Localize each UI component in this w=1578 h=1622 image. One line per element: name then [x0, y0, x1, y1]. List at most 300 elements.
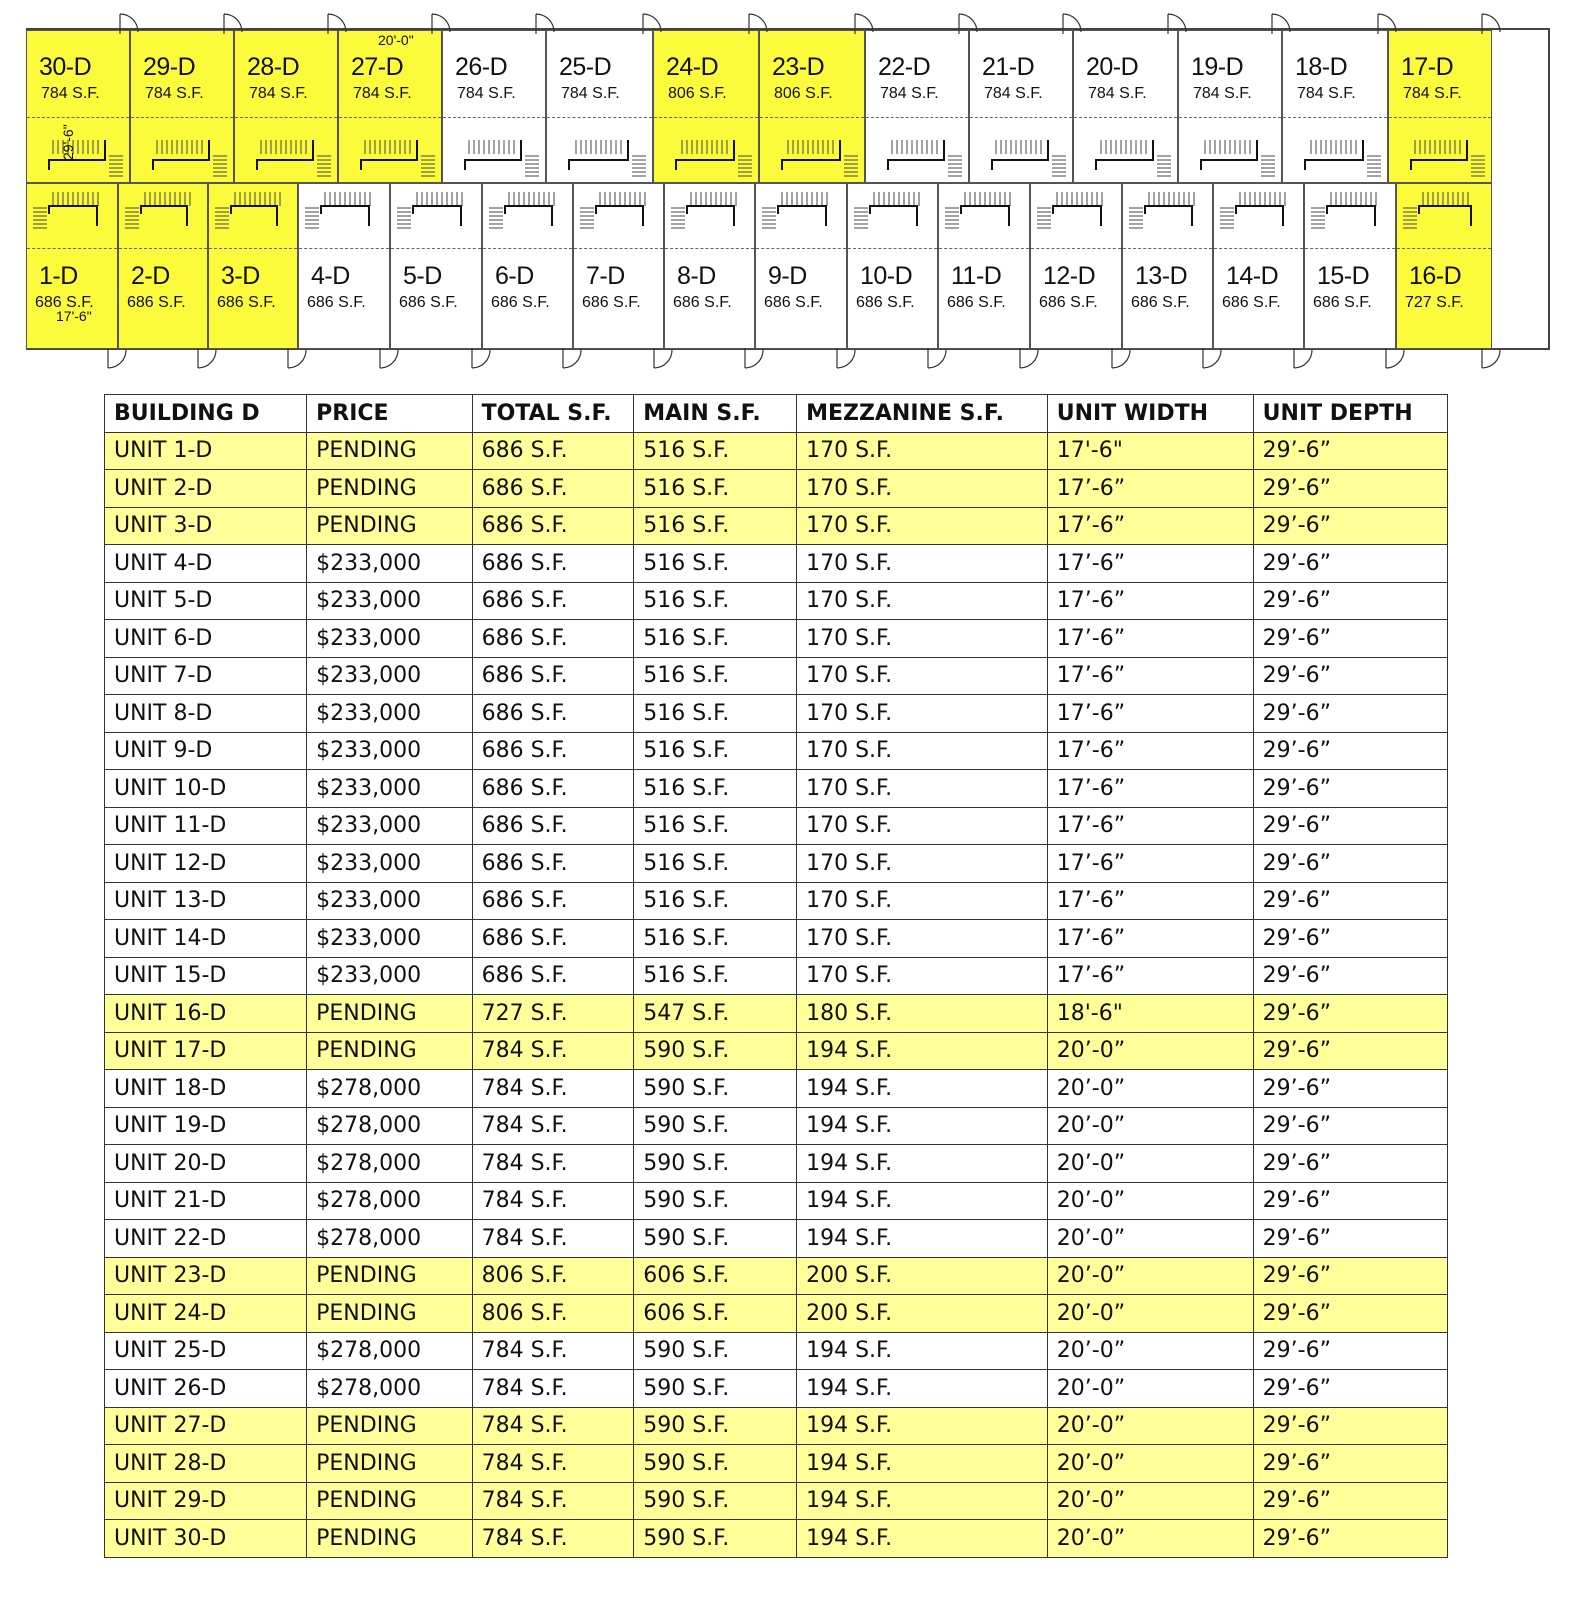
unit-26-d[interactable]	[442, 30, 546, 183]
col-price-cell: $278,000	[307, 1070, 472, 1108]
col-main-sf-cell: 606 S.F.	[634, 1295, 797, 1333]
unit-square-footage: 784 S.F.	[1088, 85, 1147, 102]
mezzanine-line	[1214, 248, 1303, 249]
col-unit-depth-header: UNIT DEPTH	[1253, 395, 1447, 433]
unit-9-d[interactable]	[755, 183, 847, 349]
col-total-sf-cell: 686 S.F.	[472, 920, 634, 958]
unit-label: 1-D	[39, 262, 78, 290]
col-unit-depth-cell: 29’-6”	[1253, 582, 1447, 620]
col-unit-width-cell: 17’-6”	[1047, 507, 1253, 545]
col-price-cell: PENDING	[307, 995, 472, 1033]
unit-label: 15-D	[1317, 262, 1370, 290]
unit-10-d[interactable]	[847, 183, 938, 349]
col-unit-depth-cell: 29’-6”	[1253, 1482, 1447, 1520]
col-price-cell: $233,000	[307, 770, 472, 808]
unit-square-footage: 686 S.F.	[856, 294, 915, 311]
unit-label: 20-D	[1086, 53, 1139, 81]
col-unit-depth-cell: 29’-6”	[1253, 1220, 1447, 1258]
col-unit-depth-cell: 29’-6”	[1253, 1332, 1447, 1370]
unit-6-d[interactable]	[482, 183, 573, 349]
col-building-cell: UNIT 6-D	[105, 620, 307, 658]
col-total-sf-header: TOTAL S.F.	[472, 395, 634, 433]
door-icon	[743, 348, 765, 370]
mezzanine-line	[756, 248, 846, 249]
table-row	[105, 1070, 1448, 1108]
col-building-cell: UNIT 15-D	[105, 957, 307, 995]
mezzanine-line	[760, 117, 864, 118]
col-unit-depth-cell: 29’-6”	[1253, 432, 1447, 470]
unit-square-footage: 784 S.F.	[41, 85, 100, 102]
mezzanine-line	[235, 117, 337, 118]
mezzanine-line	[970, 117, 1072, 118]
col-total-sf-cell: 784 S.F.	[472, 1482, 634, 1520]
col-unit-width-cell: 17’-6”	[1047, 920, 1253, 958]
col-unit-width-cell: 17’-6”	[1047, 957, 1253, 995]
col-total-sf-cell: 784 S.F.	[472, 1107, 634, 1145]
col-price-cell: $233,000	[307, 957, 472, 995]
col-building-cell: UNIT 25-D	[105, 1332, 307, 1370]
col-total-sf-cell: 784 S.F.	[472, 1145, 634, 1183]
col-mezzanine-sf-cell: 180 S.F.	[797, 995, 1048, 1033]
unit-label: 9-D	[768, 262, 807, 290]
col-unit-width-cell: 20’-0”	[1047, 1445, 1253, 1483]
unit-label: 11-D	[951, 262, 1002, 290]
col-unit-depth-cell: 29’-6”	[1253, 807, 1447, 845]
door-icon	[430, 12, 452, 34]
col-mezzanine-sf-cell: 200 S.F.	[797, 1295, 1048, 1333]
unit-24-d[interactable]	[653, 30, 759, 183]
col-price-cell: $233,000	[307, 545, 472, 583]
col-price-header: PRICE	[307, 395, 472, 433]
col-price-cell: PENDING	[307, 1520, 472, 1558]
door-icon	[326, 12, 348, 34]
unit-square-footage: 686 S.F.	[307, 294, 366, 311]
table-row	[105, 1032, 1448, 1070]
col-main-sf-cell: 590 S.F.	[634, 1032, 797, 1070]
col-building-cell: UNIT 18-D	[105, 1070, 307, 1108]
col-building-cell: UNIT 10-D	[105, 770, 307, 808]
unit-label: 22-D	[878, 53, 931, 81]
unit-label: 30-D	[39, 53, 92, 81]
col-total-sf-cell: 784 S.F.	[472, 1445, 634, 1483]
col-unit-width-cell: 20’-0”	[1047, 1107, 1253, 1145]
col-building-cell: UNIT 23-D	[105, 1257, 307, 1295]
table-row	[105, 920, 1448, 958]
col-price-cell: $233,000	[307, 732, 472, 770]
col-price-cell: PENDING	[307, 1407, 472, 1445]
door-icon	[1480, 12, 1502, 34]
col-total-sf-cell: 686 S.F.	[472, 807, 634, 845]
col-total-sf-cell: 686 S.F.	[472, 545, 634, 583]
unit-square-footage: 686 S.F.	[673, 294, 732, 311]
col-price-cell: $233,000	[307, 695, 472, 733]
col-price-cell: $233,000	[307, 882, 472, 920]
col-building-cell: UNIT 21-D	[105, 1182, 307, 1220]
col-main-sf-cell: 516 S.F.	[634, 470, 797, 508]
col-price-cell: $278,000	[307, 1107, 472, 1145]
door-icon	[1292, 348, 1314, 370]
col-building-cell: UNIT 22-D	[105, 1220, 307, 1258]
unit-30-d[interactable]	[26, 30, 130, 183]
floor-plan	[26, 12, 1552, 367]
col-main-sf-cell: 516 S.F.	[634, 582, 797, 620]
col-building-cell: UNIT 7-D	[105, 657, 307, 695]
mezzanine-line	[443, 117, 545, 118]
unit-13-d[interactable]	[1122, 183, 1213, 349]
unit-square-footage: 784 S.F.	[145, 85, 204, 102]
unit-square-footage: 686 S.F.	[1131, 294, 1190, 311]
col-total-sf-cell: 686 S.F.	[472, 957, 634, 995]
col-mezzanine-sf-cell: 170 S.F.	[797, 545, 1048, 583]
col-unit-width-cell: 20’-0”	[1047, 1520, 1253, 1558]
unit-label: 24-D	[666, 53, 719, 81]
col-building-cell: UNIT 9-D	[105, 732, 307, 770]
col-building-cell: UNIT 20-D	[105, 1145, 307, 1183]
unit-4-d[interactable]	[298, 183, 390, 349]
table-body	[105, 432, 1448, 1557]
door-icon	[1110, 348, 1132, 370]
mezzanine-line	[483, 248, 572, 249]
unit-label: 25-D	[559, 53, 612, 81]
col-price-cell: $278,000	[307, 1145, 472, 1183]
col-mezzanine-sf-cell: 170 S.F.	[797, 695, 1048, 733]
col-main-sf-cell: 516 S.F.	[634, 545, 797, 583]
col-unit-depth-cell: 29’-6”	[1253, 770, 1447, 808]
col-mezzanine-sf-cell: 170 S.F.	[797, 507, 1048, 545]
col-price-cell: $233,000	[307, 657, 472, 695]
col-unit-width-cell: 18'-6"	[1047, 995, 1253, 1033]
col-building-cell: UNIT 16-D	[105, 995, 307, 1033]
col-unit-depth-cell: 29’-6”	[1253, 845, 1447, 883]
door-icon	[534, 12, 556, 34]
unit-27-d[interactable]	[338, 30, 442, 183]
col-unit-depth-cell: 29’-6”	[1253, 1107, 1447, 1145]
col-price-cell: $233,000	[307, 807, 472, 845]
col-building-cell: UNIT 4-D	[105, 545, 307, 583]
unit-21-d[interactable]	[969, 30, 1073, 183]
unit-square-footage: 784 S.F.	[880, 85, 939, 102]
col-unit-width-cell: 17’-6”	[1047, 620, 1253, 658]
col-main-sf-cell: 590 S.F.	[634, 1145, 797, 1183]
col-price-cell: PENDING	[307, 507, 472, 545]
mezzanine-line	[119, 248, 207, 249]
col-mezzanine-sf-cell: 194 S.F.	[797, 1407, 1048, 1445]
unit-label: 28-D	[247, 53, 300, 81]
unit-label: 10-D	[860, 262, 913, 290]
mezzanine-line	[939, 248, 1029, 249]
col-building-cell: UNIT 11-D	[105, 807, 307, 845]
col-main-sf-cell: 590 S.F.	[634, 1482, 797, 1520]
col-total-sf-cell: 784 S.F.	[472, 1407, 634, 1445]
mezzanine-line	[1389, 117, 1491, 118]
mezzanine-line	[848, 248, 937, 249]
door-icon	[835, 348, 857, 370]
col-unit-width-cell: 20’-0”	[1047, 1257, 1253, 1295]
col-total-sf-cell: 806 S.F.	[472, 1295, 634, 1333]
col-main-sf-cell: 516 S.F.	[634, 957, 797, 995]
col-unit-width-cell: 20’-0”	[1047, 1145, 1253, 1183]
col-mezzanine-sf-cell: 170 S.F.	[797, 657, 1048, 695]
col-mezzanine-sf-cell: 170 S.F.	[797, 920, 1048, 958]
unit-label: 16-D	[1409, 262, 1462, 290]
unit-square-footage: 686 S.F.	[764, 294, 823, 311]
col-price-cell: $233,000	[307, 845, 472, 883]
col-mezzanine-sf-cell: 194 S.F.	[797, 1370, 1048, 1408]
col-unit-width-cell: 17’-6”	[1047, 770, 1253, 808]
col-unit-depth-cell: 29’-6”	[1253, 1145, 1447, 1183]
col-mezzanine-sf-cell: 194 S.F.	[797, 1220, 1048, 1258]
dimension-top-width: 20'-0"	[378, 32, 414, 48]
col-price-cell: PENDING	[307, 470, 472, 508]
col-main-sf-cell: 516 S.F.	[634, 432, 797, 470]
table-row	[105, 1145, 1448, 1183]
table-row	[105, 470, 1448, 508]
unit-17-d[interactable]	[1388, 30, 1492, 183]
table-row	[105, 1182, 1448, 1220]
unit-5-d[interactable]	[390, 183, 482, 349]
col-price-cell: PENDING	[307, 1032, 472, 1070]
col-price-cell: PENDING	[307, 1257, 472, 1295]
mezzanine-line	[1074, 117, 1177, 118]
unit-square-footage: 686 S.F.	[35, 294, 94, 311]
col-unit-width-header: UNIT WIDTH	[1047, 395, 1253, 433]
col-unit-width-cell: 20’-0”	[1047, 1482, 1253, 1520]
col-unit-width-cell: 17’-6”	[1047, 732, 1253, 770]
unit-label: 3-D	[221, 262, 260, 290]
table-row	[105, 657, 1448, 695]
col-main-sf-cell: 590 S.F.	[634, 1107, 797, 1145]
col-total-sf-cell: 686 S.F.	[472, 507, 634, 545]
unit-19-d[interactable]	[1178, 30, 1282, 183]
door-icon	[1061, 12, 1083, 34]
table-row	[105, 432, 1448, 470]
col-building-cell: UNIT 26-D	[105, 1370, 307, 1408]
col-building-cell: UNIT 17-D	[105, 1032, 307, 1070]
col-mezzanine-sf-cell: 170 S.F.	[797, 732, 1048, 770]
unit-square-footage: 784 S.F.	[1403, 85, 1462, 102]
col-building-cell: UNIT 19-D	[105, 1107, 307, 1145]
door-icon	[1270, 12, 1292, 34]
mezzanine-line	[665, 248, 754, 249]
unit-22-d[interactable]	[865, 30, 969, 183]
col-total-sf-cell: 784 S.F.	[472, 1520, 634, 1558]
col-total-sf-cell: 686 S.F.	[472, 432, 634, 470]
unit-square-footage: 686 S.F.	[217, 294, 276, 311]
unit-square-footage: 784 S.F.	[1297, 85, 1356, 102]
unit-12-d[interactable]	[1030, 183, 1122, 349]
col-unit-depth-cell: 29’-6”	[1253, 1370, 1447, 1408]
col-total-sf-cell: 686 S.F.	[472, 882, 634, 920]
col-main-sf-cell: 606 S.F.	[634, 1257, 797, 1295]
col-unit-depth-cell: 29’-6”	[1253, 1257, 1447, 1295]
col-total-sf-cell: 686 S.F.	[472, 770, 634, 808]
col-building-cell: UNIT 30-D	[105, 1520, 307, 1558]
col-building-cell: UNIT 29-D	[105, 1482, 307, 1520]
col-mezzanine-sf-cell: 170 S.F.	[797, 432, 1048, 470]
col-mezzanine-sf-cell: 170 S.F.	[797, 957, 1048, 995]
table-row	[105, 1220, 1448, 1258]
col-main-sf-cell: 590 S.F.	[634, 1445, 797, 1483]
col-unit-width-cell: 20’-0”	[1047, 1070, 1253, 1108]
table-row	[105, 1407, 1448, 1445]
unit-square-footage: 784 S.F.	[984, 85, 1043, 102]
col-mezzanine-sf-cell: 170 S.F.	[797, 770, 1048, 808]
unit-label: 6-D	[495, 262, 534, 290]
col-unit-width-cell: 20’-0”	[1047, 1182, 1253, 1220]
col-unit-width-cell: 20’-0”	[1047, 1407, 1253, 1445]
col-total-sf-cell: 686 S.F.	[472, 695, 634, 733]
col-main-sf-cell: 516 S.F.	[634, 920, 797, 958]
col-building-cell: UNIT 5-D	[105, 582, 307, 620]
col-unit-depth-cell: 29’-6”	[1253, 1445, 1447, 1483]
col-mezzanine-sf-cell: 170 S.F.	[797, 807, 1048, 845]
unit-square-footage: 727 S.F.	[1405, 294, 1464, 311]
unit-29-d[interactable]	[130, 30, 234, 183]
col-price-cell: $278,000	[307, 1370, 472, 1408]
unit-14-d[interactable]	[1213, 183, 1304, 349]
col-unit-depth-cell: 29’-6”	[1253, 1407, 1447, 1445]
col-mezzanine-sf-cell: 194 S.F.	[797, 1070, 1048, 1108]
unit-square-footage: 806 S.F.	[774, 85, 833, 102]
col-main-sf-cell: 516 S.F.	[634, 770, 797, 808]
col-building-cell: UNIT 14-D	[105, 920, 307, 958]
unit-square-footage: 686 S.F.	[947, 294, 1006, 311]
table-row	[105, 1445, 1448, 1483]
unit-7-d[interactable]	[573, 183, 664, 349]
unit-11-d[interactable]	[938, 183, 1030, 349]
col-total-sf-cell: 784 S.F.	[472, 1332, 634, 1370]
col-total-sf-cell: 727 S.F.	[472, 995, 634, 1033]
col-total-sf-cell: 686 S.F.	[472, 470, 634, 508]
door-icon	[926, 348, 948, 370]
col-main-sf-cell: 547 S.F.	[634, 995, 797, 1033]
col-mezzanine-sf-cell: 170 S.F.	[797, 582, 1048, 620]
table-row	[105, 770, 1448, 808]
unit-square-footage: 686 S.F.	[1039, 294, 1098, 311]
door-icon	[1201, 348, 1223, 370]
col-unit-width-cell: 17’-6”	[1047, 657, 1253, 695]
dimension-depth: 29'-6"	[60, 124, 76, 160]
col-price-cell: PENDING	[307, 1295, 472, 1333]
door-icon	[641, 12, 663, 34]
dimension-bottom-width: 17'-6"	[56, 308, 92, 324]
col-mezzanine-sf-cell: 194 S.F.	[797, 1032, 1048, 1070]
mezzanine-line	[339, 117, 441, 118]
table-row	[105, 845, 1448, 883]
col-unit-width-cell: 20’-0”	[1047, 1295, 1253, 1333]
col-main-sf-cell: 590 S.F.	[634, 1407, 797, 1445]
table-row	[105, 1257, 1448, 1295]
mezzanine-line	[27, 117, 129, 118]
mezzanine-line	[1179, 117, 1281, 118]
col-unit-depth-cell: 29’-6”	[1253, 620, 1447, 658]
col-mezzanine-sf-cell: 170 S.F.	[797, 882, 1048, 920]
unit-square-footage: 784 S.F.	[561, 85, 620, 102]
col-unit-width-cell: 20’-0”	[1047, 1332, 1253, 1370]
unit-square-footage: 784 S.F.	[353, 85, 412, 102]
unit-1-d[interactable]	[26, 183, 118, 349]
col-main-sf-cell: 516 S.F.	[634, 657, 797, 695]
unit-18-d[interactable]	[1282, 30, 1388, 183]
unit-28-d[interactable]	[234, 30, 338, 183]
table-row	[105, 995, 1448, 1033]
col-total-sf-cell: 686 S.F.	[472, 657, 634, 695]
unit-20-d[interactable]	[1073, 30, 1178, 183]
mezzanine-line	[574, 248, 663, 249]
unit-2-d[interactable]	[118, 183, 208, 349]
col-unit-depth-cell: 29’-6”	[1253, 995, 1447, 1033]
door-icon	[106, 348, 128, 370]
unit-23-d[interactable]	[759, 30, 865, 183]
unit-square-footage: 686 S.F.	[1222, 294, 1281, 311]
mezzanine-line	[1031, 248, 1121, 249]
unit-16-d[interactable]	[1396, 183, 1492, 349]
col-building-cell: UNIT 2-D	[105, 470, 307, 508]
col-total-sf-cell: 806 S.F.	[472, 1257, 634, 1295]
door-icon	[286, 348, 308, 370]
mezzanine-line	[391, 248, 481, 249]
table-row	[105, 1295, 1448, 1333]
unit-3-d[interactable]	[208, 183, 298, 349]
col-main-sf-cell: 590 S.F.	[634, 1182, 797, 1220]
door-icon	[561, 348, 583, 370]
col-unit-depth-cell: 29’-6”	[1253, 1182, 1447, 1220]
col-total-sf-cell: 686 S.F.	[472, 732, 634, 770]
table-row	[105, 1370, 1448, 1408]
table-row	[105, 1520, 1448, 1558]
door-icon	[378, 348, 400, 370]
col-total-sf-cell: 784 S.F.	[472, 1220, 634, 1258]
col-main-sf-cell: 516 S.F.	[634, 845, 797, 883]
mezzanine-line	[299, 248, 389, 249]
unit-25-d[interactable]	[546, 30, 653, 183]
unit-label: 8-D	[677, 262, 716, 290]
col-price-cell: PENDING	[307, 432, 472, 470]
unit-label: 17-D	[1401, 53, 1454, 81]
unit-label: 27-D	[351, 53, 404, 81]
col-price-cell: $278,000	[307, 1182, 472, 1220]
unit-15-d[interactable]	[1304, 183, 1396, 349]
col-main-sf-cell: 516 S.F.	[634, 732, 797, 770]
table-row	[105, 882, 1448, 920]
col-unit-width-cell: 17’-6”	[1047, 545, 1253, 583]
col-unit-width-cell: 17’-6”	[1047, 845, 1253, 883]
col-building-cell: UNIT 3-D	[105, 507, 307, 545]
unit-label: 5-D	[403, 262, 442, 290]
col-total-sf-cell: 686 S.F.	[472, 582, 634, 620]
col-main-sf-cell: 516 S.F.	[634, 807, 797, 845]
col-unit-width-cell: 17’-6”	[1047, 807, 1253, 845]
mezzanine-line	[27, 248, 117, 249]
unit-label: 2-D	[131, 262, 170, 290]
unit-square-footage: 784 S.F.	[1193, 85, 1252, 102]
col-building-cell: UNIT 8-D	[105, 695, 307, 733]
door-icon	[853, 12, 875, 34]
col-unit-depth-cell: 29’-6”	[1253, 507, 1447, 545]
col-unit-depth-cell: 29’-6”	[1253, 1032, 1447, 1070]
table-header-row	[105, 395, 1448, 433]
unit-8-d[interactable]	[664, 183, 755, 349]
mezzanine-line	[1123, 248, 1212, 249]
door-icon	[1166, 12, 1188, 34]
door-icon	[957, 12, 979, 34]
col-main-sf-cell: 516 S.F.	[634, 507, 797, 545]
table-row	[105, 807, 1448, 845]
col-mezzanine-sf-cell: 170 S.F.	[797, 620, 1048, 658]
door-icon	[747, 12, 769, 34]
col-price-cell: $278,000	[307, 1220, 472, 1258]
col-main-sf-header: MAIN S.F.	[634, 395, 797, 433]
